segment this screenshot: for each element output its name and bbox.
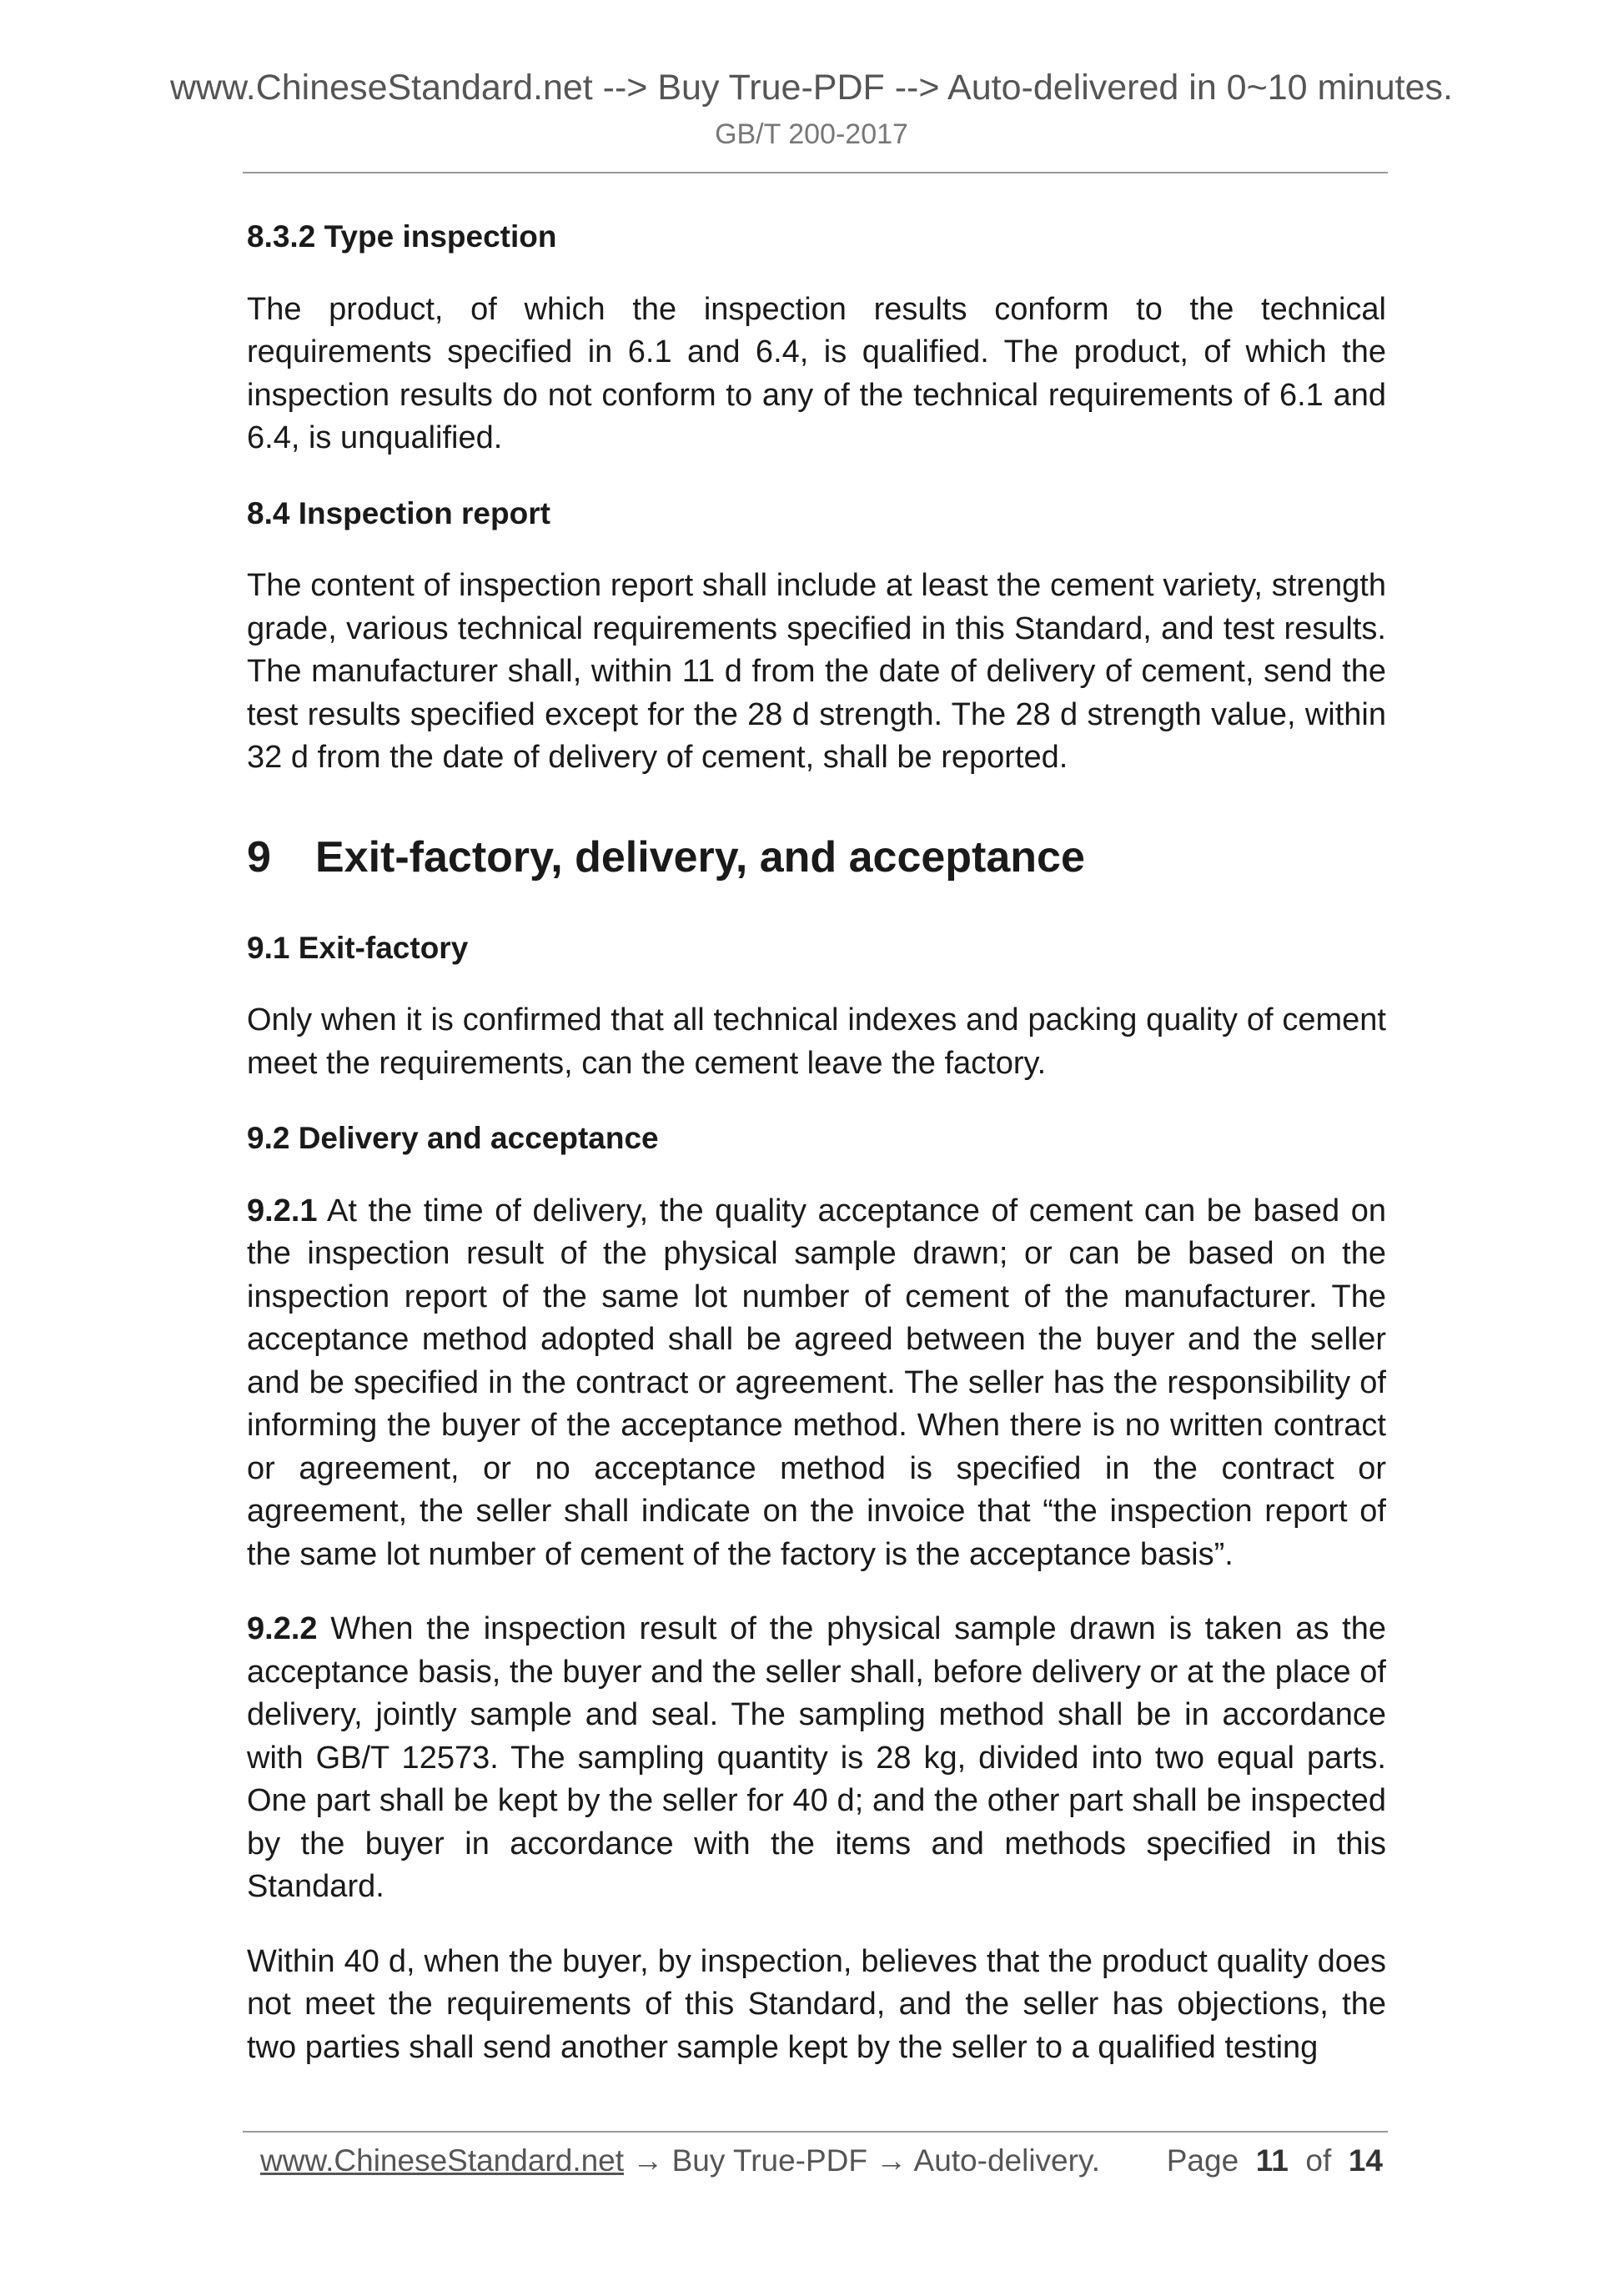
doc-code: GB/T 200-2017 [715,118,908,150]
section-9-title: Exit-factory, delivery, and acceptance [315,832,1085,882]
clause-9-2-1-text: At the time of delivery, the quality acceptance of cement can be based on the inspection result of the physical sample drawn; or can be based on the inspection report of the same lot number of cement of the manufacturer. The acceptance method adopted shall be agreed between the buyer and the seller and be specified in the contract or agreement. The seller has the responsibility of informing the buyer of the acceptance method. When there is no written contract or agreement, or no acceptance method is specified in the contract or agreement, the seller shall indicate on the invoice that “the inspection report of the same lot number of cement of the factory is the acceptance basis”. [247,1193,1386,1572]
section-8-3-2-heading: 8.3.2 Type inspection [247,219,557,254]
page-indicator [1167,2142,1383,2180]
clause-9-2-2-number: 9.2.2 [247,1611,318,1646]
header-banner: www.ChineseStandard.net --> Buy True-PDF --> Auto-delivered in 0~10 minutes. [169,68,1453,108]
footer [260,2142,1383,2180]
section-9-1-heading: 9.1 Exit-factory [247,930,469,965]
footer-divider [243,2131,1388,2133]
page-label: Page [1166,2143,1239,2178]
total-pages: 14 [1348,2143,1383,2178]
footer-trail: → Buy True-PDF → Auto-delivery. [624,2143,1100,2178]
clause-9-2-2 [247,1608,1386,1909]
section-9-1-paragraph: Only when it is confirmed that all technical indexes and packing quality of cement meet the requirements, can the cement leave the factory. [247,1002,1386,1081]
section-8-3-2-paragraph: The product, of which the inspection results conform to the technical requirements specified in 6.1 and 6.4, is qualified. The product, of which the inspection results do not conform to any of the technical requirements of 6.1 and 6.4, is unqualified. [247,291,1386,455]
section-9-2-heading: 9.2 Delivery and acceptance [247,1121,659,1155]
footer-site-link[interactable]: www.ChineseStandard.net [260,2143,625,2178]
clause-9-2-2-text: When the inspection result of the physical sample drawn is taken as the acceptance basis, the buyer and the seller shall, before delivery or at the place of delivery, jointly sample and seal. The sampling method shall be in accordance with GB/T 12573. The sampling quantity is 28 kg, divided into two equal parts. One part shall be kept by the seller for 40 d; and the other part shall be inspected by the buyer in accordance with the items and methods specified in this Standard. [247,1611,1386,1904]
clause-9-2-1-number: 9.2.1 [247,1193,318,1228]
section-9-heading [247,831,1386,883]
page-number: 11 [1255,2143,1289,2178]
clause-9-2-1 [247,1190,1386,1577]
section-8-4-paragraph: The content of inspection report shall include at least the cement variety, strength grade, various technical requirements specified in this Standard, and test results. The manufacturer shall, within 11 d from the date of delivery of cement, send the test results specified except for the 28 d strength. The 28 d strength value, within 32 d from the date of delivery of cement, shall be reported. [247,568,1386,775]
clause-9-2-2-paragraph-2: Within 40 d, when the buyer, by inspection, believes that the product quality does not meet the requirements of this Standard, and the seller has objections, the two parties shall send another sample kept by the seller to a qualified testing [247,1943,1386,2065]
header-divider [243,172,1388,173]
section-8-4-heading: 8.4 Inspection report [247,495,550,530]
section-9-number: 9 [247,832,271,882]
of-label: of [1305,2143,1332,2178]
document-body [247,215,1386,2101]
